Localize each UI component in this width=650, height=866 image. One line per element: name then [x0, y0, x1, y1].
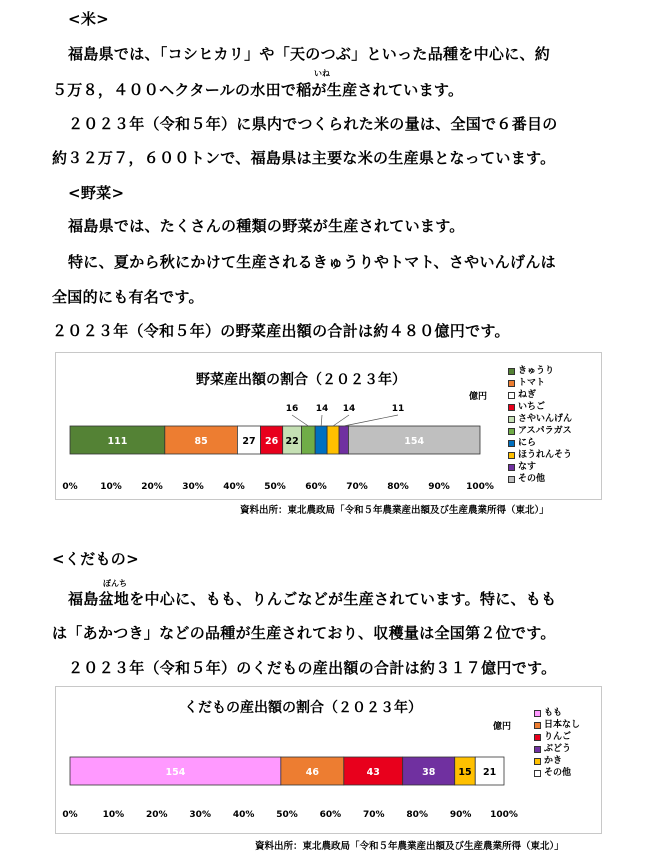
legend-item-その他 [534, 767, 580, 779]
fruit-chart-source: 資料出所：東北農政局「令和５年農業産出額及び生産農業所得（東北）」 [255, 841, 564, 852]
legend-label: きゅうり [518, 366, 555, 376]
legend-label: ほうれんそう [518, 450, 573, 460]
vegetable-chart-unit: 億円 [469, 392, 488, 402]
fruits-paragraph-1-line-1: 福島盆地を中心に、もも、りんごなどが生産されています。特に、もも [68, 590, 557, 608]
vegetables-heading: <野菜> [68, 184, 125, 202]
x-tick-label: 30% [182, 482, 204, 492]
ruby-ine: いね [314, 69, 330, 78]
data-label-きゅうり: 111 [107, 436, 128, 447]
legend-swatch [534, 722, 541, 729]
legend-swatch [534, 734, 541, 741]
legend-swatch [508, 452, 515, 459]
legend-label: トマト [518, 378, 546, 388]
legend-swatch [534, 710, 541, 717]
data-label-りんご: 43 [366, 767, 380, 778]
data-label-なす: 11 [391, 404, 405, 414]
fruits-paragraph-1-line-2: は「あかつき」などの品種が生産されており、収穫量は全国第２位です。 [52, 624, 556, 642]
x-tick-label: 30% [189, 810, 211, 820]
legend-item-りんご [534, 731, 580, 743]
data-label-その他: 21 [483, 767, 497, 778]
legend-swatch [508, 440, 515, 447]
data-label-ほうれんそう: 14 [342, 404, 356, 414]
legend-label: その他 [518, 474, 546, 484]
bar-segment-ほうれんそう [327, 426, 339, 454]
legend-item-トマト [508, 377, 572, 389]
vegetable-chart-title: 野菜産出額の割合（２０２３年） [196, 372, 406, 388]
legend-item-にら [508, 437, 572, 449]
data-label-その他: 154 [404, 436, 425, 447]
legend-swatch [508, 416, 515, 423]
x-tick-label: 70% [346, 482, 368, 492]
x-tick-label: 50% [264, 482, 286, 492]
legend-label: かき [544, 756, 563, 766]
legend-label: その他 [544, 768, 572, 778]
data-label-アスパラガス: 16 [285, 404, 299, 414]
legend-label: りんご [544, 732, 572, 742]
x-tick-label: 50% [276, 810, 298, 820]
legend-item-日本なし [534, 719, 580, 731]
legend-item-きゅうり [508, 365, 572, 377]
fruits-heading: <くだもの> [52, 550, 139, 568]
leader-line-アスパラガス [292, 415, 308, 426]
legend-item-さやいんげん [508, 413, 572, 425]
legend-item-いちご [508, 401, 572, 413]
x-tick-label: 20% [141, 482, 163, 492]
legend-label: いちご [518, 402, 546, 412]
legend-swatch [508, 404, 515, 411]
x-tick-label: 90% [428, 482, 450, 492]
bar-segment-にら [315, 426, 327, 454]
legend-swatch [534, 770, 541, 777]
vegetables-paragraph-3: ２０２３年（令和５年）の野菜産出額の合計は約４８０億円です。 [52, 322, 510, 340]
fruit-chart-legend [534, 707, 580, 779]
data-label-トマト: 85 [194, 436, 208, 447]
legend-item-その他 [508, 473, 572, 485]
fruit-chart-title: くだもの産出額の割合（２０２３年） [184, 700, 422, 716]
fruit-chart-plot [56, 687, 601, 833]
legend-swatch [508, 392, 515, 399]
x-tick-label: 10% [100, 482, 122, 492]
leader-line-なす [344, 415, 398, 426]
rice-paragraph-1-line-2: ５万８，４００ヘクタールの水田で稲が生産されています。 [52, 81, 464, 99]
bar-segment-アスパラガス [301, 426, 315, 454]
legend-label: にら [518, 438, 537, 448]
x-tick-label: 100% [490, 810, 518, 820]
legend-label: ぶどう [544, 744, 572, 754]
bar-segment-なす [339, 426, 348, 454]
rice-heading: <米> [68, 10, 110, 28]
legend-item-ほうれんそう [508, 449, 572, 461]
x-tick-label: 80% [387, 482, 409, 492]
legend-item-ねぎ [508, 389, 572, 401]
legend-swatch [508, 428, 515, 435]
fruit-chart [55, 686, 602, 834]
x-tick-label: 60% [305, 482, 327, 492]
legend-item-アスパラガス [508, 425, 572, 437]
x-tick-label: 80% [406, 810, 428, 820]
x-tick-label: 90% [449, 810, 472, 820]
legend-label: なす [518, 462, 537, 472]
legend-label: 日本なし [544, 720, 581, 730]
x-tick-label: 40% [232, 810, 255, 820]
x-tick-label: 20% [146, 810, 168, 820]
data-label-ねぎ: 27 [242, 436, 256, 447]
vegetable-chart-legend [508, 365, 572, 485]
legend-label: ねぎ [518, 390, 537, 400]
data-label-にら: 14 [315, 404, 329, 414]
legend-swatch [508, 464, 515, 471]
rice-paragraph-1-line-1: 福島県では、「コシヒカリ」や「天のつぶ」といった品種を中心に、約 [68, 45, 551, 63]
x-tick-label: 100% [466, 482, 494, 492]
data-label-さやいんげん: 22 [285, 436, 299, 447]
data-label-かき: 15 [458, 767, 472, 778]
vegetables-paragraph-2-line-1: 特に、夏から秋にかけて生産されるきゅうりやトマト、さやいんげんは [68, 253, 556, 271]
fruit-chart-unit: 億円 [493, 722, 512, 732]
x-tick-label: 0% [62, 482, 78, 492]
vegetable-chart [55, 352, 602, 500]
data-label-いちご: 26 [264, 436, 279, 447]
legend-label: アスパラガス [518, 426, 572, 436]
legend-swatch [534, 758, 541, 765]
legend-swatch [508, 368, 515, 375]
legend-label: もも [544, 708, 563, 718]
x-tick-label: 70% [363, 810, 385, 820]
legend-swatch [508, 476, 515, 483]
x-tick-label: 10% [102, 810, 125, 820]
legend-item-ぶどう [534, 743, 580, 755]
ruby-bonchi: ぼんち [103, 579, 127, 588]
x-tick-label: 60% [319, 810, 342, 820]
vegetables-paragraph-2-line-2: 全国的にも有名です。 [52, 288, 204, 306]
data-label-日本なし: 46 [305, 767, 319, 778]
rice-paragraph-2-line-1: ２０２３年（令和５年）に県内でつくられた米の量は、全国で６番目の [68, 115, 558, 133]
data-label-ぶどう: 38 [422, 767, 436, 778]
rice-paragraph-2-line-2: 約３２万７，６００トンで、福島県は主要な米の生産県となっています。 [52, 149, 556, 167]
x-tick-label: 0% [62, 810, 78, 820]
legend-item-もも [534, 707, 580, 719]
vegetable-chart-source: 資料出所：東北農政局「令和５年農業産出額及び生産農業所得（東北）」 [240, 505, 549, 516]
legend-label: さやいんげん [518, 414, 573, 424]
leader-line-ほうれんそう [333, 415, 349, 426]
legend-item-かき [534, 755, 580, 767]
fruits-paragraph-2: ２０２３年（令和５年）のくだもの産出額の合計は約３１７億円です。 [68, 659, 557, 677]
leader-line-にら [321, 415, 322, 426]
x-tick-label: 40% [223, 482, 245, 492]
data-label-もも: 154 [165, 767, 186, 778]
vegetables-paragraph-1: 福島県では、たくさんの種類の野菜が生産されています。 [68, 217, 465, 235]
legend-item-なす [508, 461, 572, 473]
legend-swatch [534, 746, 541, 753]
legend-swatch [508, 380, 515, 387]
